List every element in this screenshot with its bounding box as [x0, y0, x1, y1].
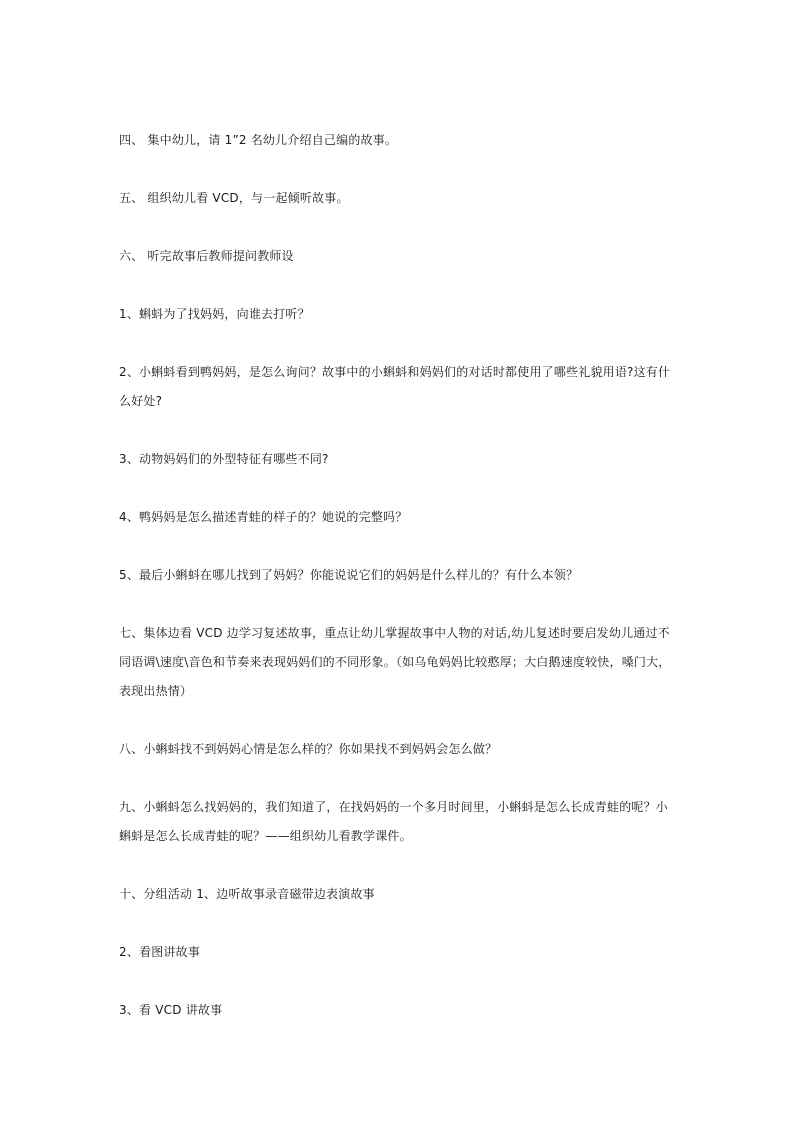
- paragraph-activity-2: 2、看图讲故事: [119, 945, 201, 959]
- paragraph-question-5: 5、最后小蝌蚪在哪儿找到了妈妈？你能说说它们的妈妈是什么样儿的？有什么本领？: [119, 568, 579, 582]
- paragraph-step-7: 七、集体边看 VCD 边学习复述故事，重点让幼儿掌握故事中人物的对话,幼儿复述时要启发幼儿通过不同语调\速度\音色和节奏来表现妈妈们的不同形象。（如乌龟妈妈比较憨厚；大白鹅速度较快，嗓门大，表现出热情）: [119, 626, 671, 698]
- paragraph-step-10: 十、分组活动 1、边听故事录音磁带边表演故事: [119, 887, 375, 901]
- paragraph-question-3: 3、动物妈妈们的外型特征有哪些不同?: [119, 452, 329, 466]
- paragraph-step-5: 五、 组织幼儿看 VCD，与一起倾听故事。: [119, 191, 349, 205]
- paragraph-question-1: 1、蝌蚪为了找妈妈，向谁去打听？: [119, 307, 310, 321]
- paragraph-step-4: 四、 集中幼儿，请 1”2 名幼儿介绍自己编的故事。: [119, 133, 398, 147]
- paragraph-question-2: 2、小蝌蚪看到鸭妈妈，是怎么询问？故事中的小蝌蚪和妈妈们的对话时都使用了哪些礼貌用语?这有什么好处?: [119, 365, 671, 408]
- paragraph-step-6: 六、 听完故事后教师提问教师设: [119, 249, 294, 263]
- paragraph-activity-3: 3、看 VCD 讲故事: [119, 1003, 223, 1017]
- paragraph-step-8: 八、小蝌蚪找不到妈妈心情是怎么样的？你如果找不到妈妈会怎么做？: [119, 742, 498, 756]
- paragraph-step-9: 九、小蝌蚪怎么找妈妈的，我们知道了，在找妈妈的一个多月时间里，小蝌蚪是怎么长成青蛙的呢？小蝌蚪是怎么长成青蛙的呢？——组织幼儿看教学课件。: [119, 800, 669, 843]
- paragraph-question-4: 4、鸭妈妈是怎么描述青蛙的样子的？她说的完整吗？: [119, 510, 408, 524]
